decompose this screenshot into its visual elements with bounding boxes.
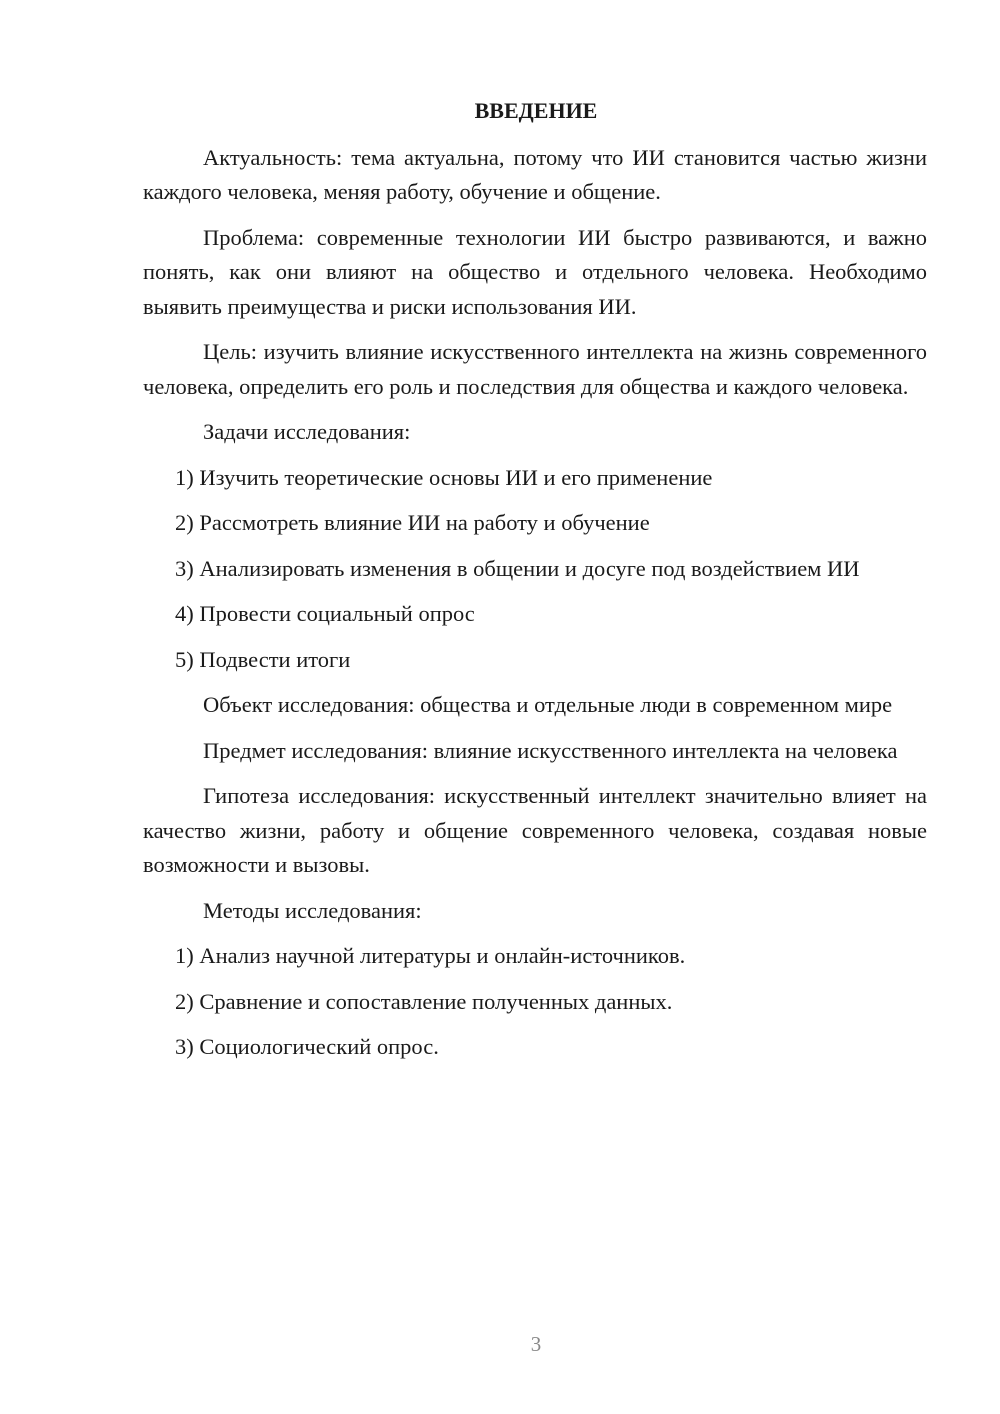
document-page <box>143 94 927 1076</box>
subject-paragraph: Предмет исследования: влияние искусственного интеллекта на человека <box>203 737 898 763</box>
relevance-paragraph: Актуальность: тема актуальна, потому что ИИ становится частью жизни каждого человека, меняя работу, обучение и общение. <box>143 144 927 204</box>
method-item: 3) Социологический опрос. <box>175 1034 439 1059</box>
goal-paragraph: Цель: изучить влияние искусственного интеллекта на жизнь современного человека, определить его роль и последствия для общества и каждого человека. <box>143 339 927 399</box>
problem-paragraph: Проблема: современные технологии ИИ быстро развиваются, и важно понять, как они влияют на общество и отдельного человека. Необходимо выявить преимущества и риски использования ИИ. <box>143 224 927 319</box>
task-item: 2) Рассмотреть влияние ИИ на работу и обучение <box>175 510 650 535</box>
tasks-heading: Задачи исследования: <box>203 419 411 444</box>
task-item: 5) Подвести итоги <box>175 646 351 672</box>
page-number: 3 <box>530 1332 542 1356</box>
method-item: 2) Сравнение и сопоставление полученных данных. <box>175 988 673 1014</box>
hypothesis-paragraph: Гипотеза исследования: искусственный интеллект значительно влияет на качество жизни, работу и общение современного человека, создавая новые возможности и вызовы. <box>143 783 927 877</box>
task-item: 4) Провести социальный опрос <box>175 601 475 626</box>
task-item: 3) Анализировать изменения в общении и досуге под воздействием ИИ <box>175 555 860 581</box>
task-item: 1) Изучить теоретические основы ИИ и его применение <box>175 464 713 490</box>
object-paragraph: Объект исследования: общества и отдельные люди в современном мире <box>203 692 893 717</box>
methods-heading: Методы исследования: <box>203 897 422 923</box>
method-item: 1) Анализ научной литературы и онлайн-источников. <box>175 943 686 968</box>
document-title: ВВЕДЕНИЕ <box>474 98 598 123</box>
